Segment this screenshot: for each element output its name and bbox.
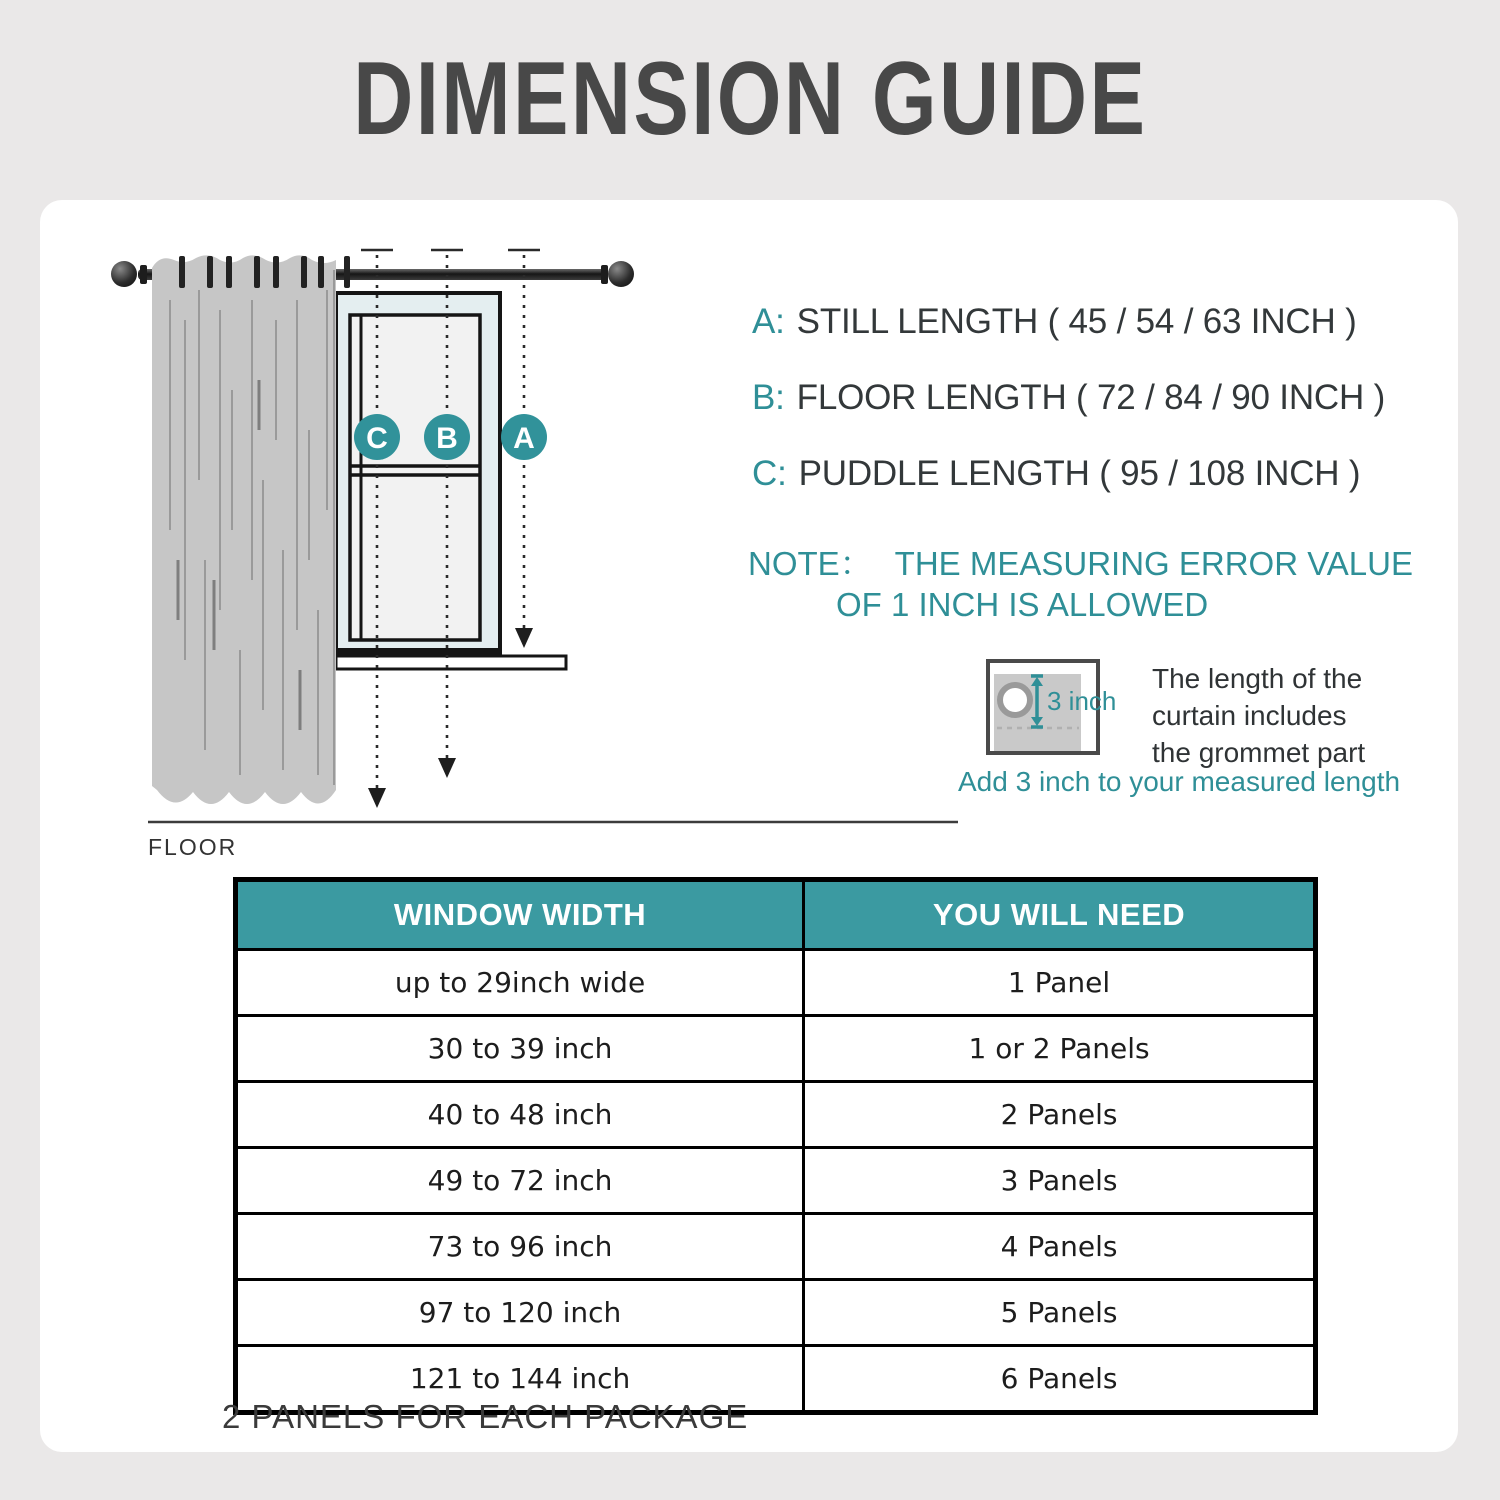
curtain-panel (152, 255, 336, 804)
table-cell: 6 Panels (804, 1346, 1316, 1413)
arrowhead-c (368, 788, 386, 808)
page-title-text: DIMENSION GUIDE (352, 41, 1148, 157)
grommet-desc-line: the grommet part (1152, 737, 1366, 768)
grommet-desc-line: curtain includes (1152, 700, 1347, 731)
table-row (236, 1148, 1316, 1214)
table-cell: up to 29inch wide (236, 950, 804, 1016)
window-frame (336, 293, 500, 656)
measure-letter-a: A (513, 422, 535, 455)
grommet-description (1152, 660, 1365, 771)
spec-letter-a: A: (752, 302, 785, 341)
note-line-2: OF 1 INCH IS ALLOWED (836, 586, 1209, 623)
table-cell: 5 Panels (804, 1280, 1316, 1346)
grommet-tip: Add 3 inch to your measured length (958, 766, 1401, 797)
floor-label: FLOOR (148, 834, 238, 860)
table-cell: 1 Panel (804, 950, 1316, 1016)
table-cell: 40 to 48 inch (236, 1082, 804, 1148)
grommet-ring (1000, 685, 1030, 715)
spec-text-c: PUDDLE LENGTH ( 95 / 108 INCH ) (798, 454, 1361, 493)
table-cell: 97 to 120 inch (236, 1280, 804, 1346)
rod-collar-left (140, 265, 147, 284)
measure-badges (354, 414, 547, 460)
window-sill (336, 656, 566, 669)
spec-line-b (752, 378, 1385, 418)
table-row (236, 950, 1316, 1016)
rod-finial-right (608, 261, 634, 287)
table-row (236, 1280, 1316, 1346)
spec-letter-c: C: (752, 454, 787, 493)
table-header-row (236, 880, 1316, 950)
note-prefix: NOTE： (748, 545, 873, 582)
rod-collar-right (601, 265, 608, 284)
arrowhead-b (438, 758, 456, 778)
table-cell: 2 Panels (804, 1082, 1316, 1148)
package-footnote: 2 PANELS FOR EACH PACKAGE (222, 1398, 749, 1435)
table-cell: 1 or 2 Panels (804, 1016, 1316, 1082)
table-cell: 3 Panels (804, 1148, 1316, 1214)
table-row (236, 1082, 1316, 1148)
spec-letter-b: B: (752, 378, 785, 417)
spec-line-c (752, 454, 1360, 494)
panel-size-table (233, 877, 1318, 1415)
table-cell: 121 to 144 inch (236, 1346, 804, 1413)
measure-letter-b: B (436, 422, 458, 455)
arrowhead-a (515, 628, 533, 648)
note-text-1: THE MEASURING ERROR VALUE (894, 545, 1413, 582)
page-title (0, 40, 1500, 159)
spec-text-b: FLOOR LENGTH ( 72 / 84 / 90 INCH ) (796, 378, 1386, 417)
table-cell: 73 to 96 inch (236, 1214, 804, 1280)
measure-letter-c: C (366, 422, 388, 455)
table-cell: 30 to 39 inch (236, 1016, 804, 1082)
table-row (236, 1016, 1316, 1082)
header-window-width: WINDOW WIDTH (236, 880, 804, 950)
grommet-length-diagram (985, 658, 1115, 758)
spec-line-a (752, 302, 1357, 342)
grommet-measure-label: 3 inch (1047, 686, 1117, 716)
table-cell: 49 to 72 inch (236, 1148, 804, 1214)
spec-text-a: STILL LENGTH ( 45 / 54 / 63 INCH ) (796, 302, 1357, 341)
rod-finial-left (111, 261, 137, 287)
table-row (236, 1214, 1316, 1280)
table-cell: 4 Panels (804, 1214, 1316, 1280)
header-you-will-need: YOU WILL NEED (804, 880, 1316, 950)
grommet-desc-line: The length of the (1152, 663, 1363, 694)
note-line-1 (748, 538, 1413, 585)
